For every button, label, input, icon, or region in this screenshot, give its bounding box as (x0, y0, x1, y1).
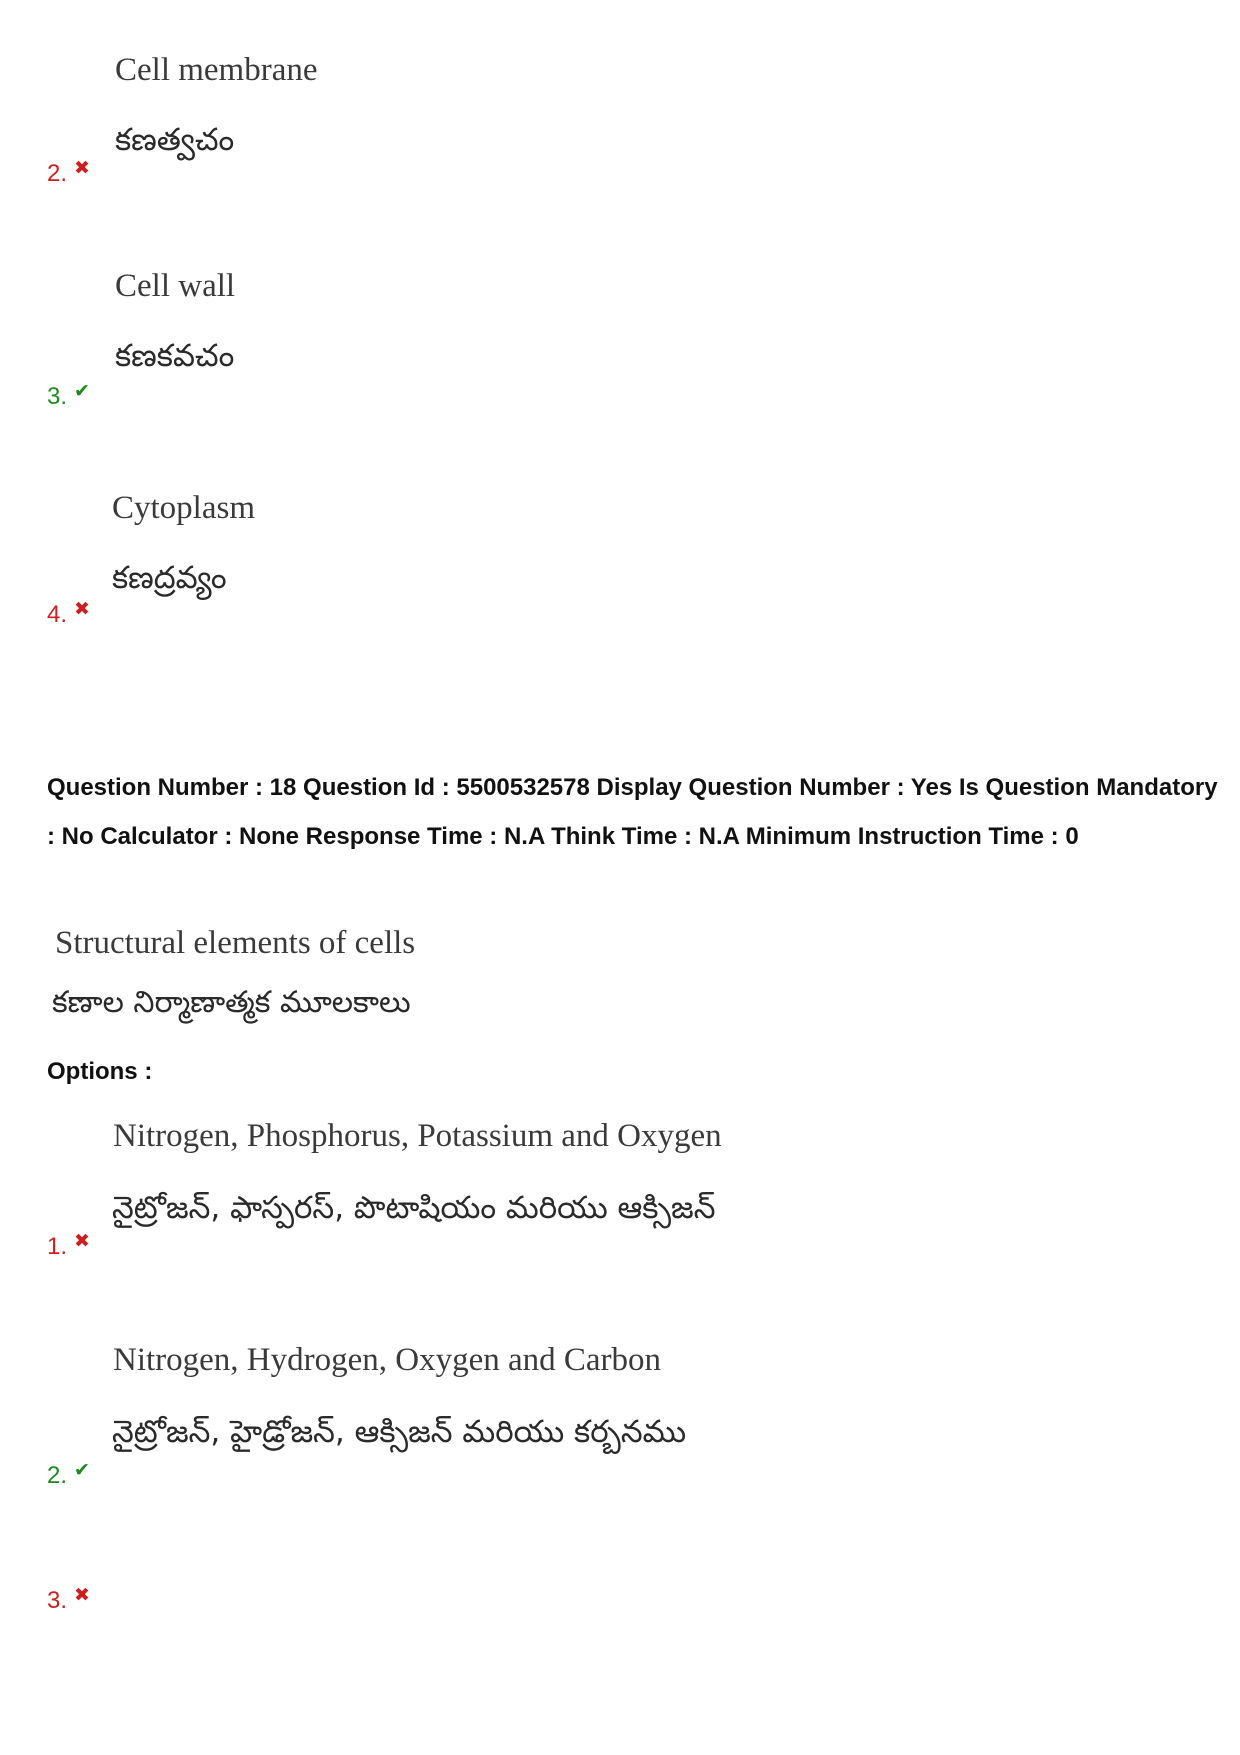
option-text-te: నైట్రోజన్, హైడ్రోజన్, ఆక్సిజన్ మరియు కర్బనము (112, 1414, 687, 1450)
option-marker (47, 1230, 90, 1261)
cross-icon: ✖ (74, 1230, 90, 1252)
option-marker (47, 157, 90, 188)
option-text-en: Cell membrane (115, 52, 318, 88)
checkmark-icon: ✔ (74, 1459, 90, 1481)
question-stem-te: కణాల నిర్మాణాత్మక మూలకాలు (52, 985, 411, 1020)
option-text-en: Nitrogen, Hydrogen, Oxygen and Carbon (113, 1342, 662, 1378)
option-marker (47, 1584, 90, 1615)
cross-icon: ✖ (74, 598, 90, 620)
option-marker (47, 1459, 90, 1490)
question-stem-en: Structural elements of cells (55, 925, 416, 961)
option-text-te: కణత్వచం (115, 122, 235, 158)
option-text-te: కణకవచం (115, 338, 235, 374)
option-text-en: Nitrogen, Phosphorus, Potassium and Oxygen (113, 1118, 722, 1154)
option-number: 4. (47, 601, 68, 628)
option-number: 3. (47, 383, 68, 410)
checkmark-icon: ✔ (74, 380, 90, 402)
option-number: 3. (47, 1587, 68, 1614)
option-number: 2. (47, 160, 68, 187)
cross-icon: ✖ (74, 1584, 90, 1606)
option-text-te: నైట్రోజన్, ఫాస్పరస్, పొటాషియం మరియు ఆక్సిజన్ (112, 1190, 716, 1226)
option-text-en: Cell wall (115, 268, 236, 304)
option-text-te: కణద్రవ్యం (112, 560, 227, 596)
option-marker (47, 380, 90, 411)
options-label: Options : (47, 1058, 153, 1085)
option-number: 2. (47, 1462, 68, 1489)
cross-icon: ✖ (74, 157, 90, 179)
option-marker (47, 598, 90, 629)
option-number: 1. (47, 1233, 68, 1260)
question-meta: Question Number : 18 Question Id : 5500532578 Display Question Number : Yes Is Question Mandatory : No Calculator : None Response Time : N.A Think Time : N.A Minimum Instruction Time : 0 (47, 774, 1218, 850)
option-text-en: Cytoplasm (112, 490, 256, 526)
